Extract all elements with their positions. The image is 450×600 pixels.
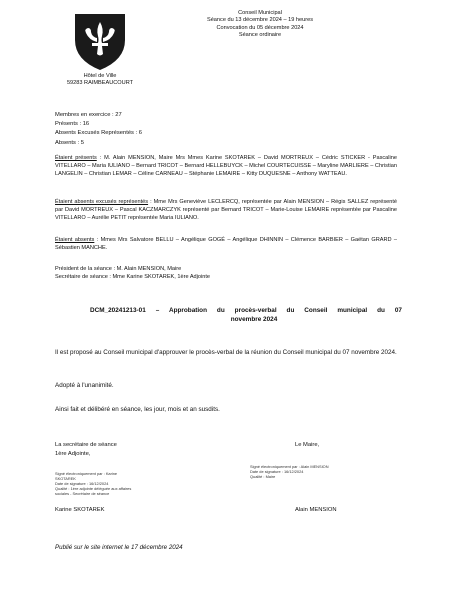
publication-notice: Publié sur le site internet le 17 décembre 2024 bbox=[55, 544, 183, 551]
excused-represented-count: Absents Excusés Représentés : 6 bbox=[55, 130, 142, 137]
mayor-title: Le Maire, bbox=[295, 442, 320, 448]
attendance-counts bbox=[55, 111, 142, 148]
absent-members-paragraph bbox=[55, 237, 397, 253]
deliberation-title-line-1: DCM_20241213-01 – Approbation du procès-verbal du Conseil municipal du 07 bbox=[90, 307, 402, 314]
excused-members-text: : Mme Mrs Geneviève LECLERCQ, représentée par Alain MENSION – Régis SALLEZ représenté par David MORTREUX – Pascal KACZMARCZYK représenté par Bernard TRICOT – Marie-Louise LEMAIRE représentée par Pascaline VITELLARO – Aurélie PETIT représentée Maria IULIANO. bbox=[55, 199, 397, 221]
absent-members-text: : Mmes Mrs Salvatore BELLU – Angélique GOGÉ – Angélique DHINNIN – Clémence BARBIER – Gaëtan GRARD – Sébastien MANCHE. bbox=[55, 237, 398, 251]
secretary-name: Karine SKOTAREK bbox=[55, 507, 105, 513]
header-line-4: Séance ordinaire bbox=[238, 32, 282, 39]
adoption-statement: Adopté à l'unanimité. bbox=[55, 382, 114, 389]
header-line-2: Séance du 13 décembre 2024 – 19 heures bbox=[206, 17, 314, 24]
present-members-paragraph bbox=[55, 155, 397, 179]
session-header bbox=[150, 10, 370, 40]
absent-members-label: Étaient absents bbox=[55, 237, 95, 243]
excused-members-paragraph bbox=[55, 199, 397, 223]
present-members-label: Étaient présents bbox=[55, 155, 97, 161]
session-president: Président de la séance : M. Alain MENSION, Maire bbox=[55, 266, 182, 272]
town-hall-label: Hôtel de Ville bbox=[83, 73, 117, 79]
secretary-stamp-line-3: Date de signature : 16/12/2024 bbox=[55, 481, 109, 486]
members-in-office: Membres en exercice : 27 bbox=[55, 112, 122, 118]
town-postal-line: 59283 RAIMBEAUCOURT bbox=[66, 80, 134, 87]
session-officers bbox=[55, 266, 397, 282]
deliberation-title-line-2: novembre 2024 bbox=[230, 316, 278, 323]
present-count: Présents : 16 bbox=[55, 121, 90, 128]
header-line-1: Conseil Municipal bbox=[238, 10, 282, 16]
town-hall-address bbox=[55, 73, 145, 88]
present-members-text: : M. Alain MENSION, Maire Mrs Mmes Karine SKOTAREK – David MORTREUX – Cédric STICKER - Pascaline VITELLARO – Maria IULIANO – Bernard TRICOT – Bernard HELLEBUYCK – Michel COURTECUISSE – Maryline MARLIERE – Christian LANGELIN – Christian LEMAR – Céline CARNEAU – Stéphanie LEMAIRE – Kitty DUQUESNE – Anthony WATTEAU. bbox=[55, 155, 397, 177]
mayor-stamp-line-3: Qualité : Maire bbox=[250, 474, 276, 479]
secretary-signature-block bbox=[55, 441, 205, 496]
closing-statement: Ainsi fait et délibéré en séance, les jour, mois et an susdits. bbox=[55, 406, 220, 413]
secretary-stamp-line-4: Qualité : 1ère adjointe déléguée aux affaires bbox=[55, 486, 132, 491]
fleur-de-lis-shield-icon bbox=[73, 12, 127, 72]
mayor-stamp-line-1: Signé électroniquement par : Alain MENSION bbox=[250, 464, 329, 469]
deliberation-title bbox=[90, 306, 402, 324]
session-secretary: Secrétaire de séance : Mme Karine SKOTAREK, 1ère Adjointe bbox=[55, 273, 211, 280]
mayor-name: Alain MENSION bbox=[295, 507, 337, 513]
secretary-subtitle: 1ère Adjointe, bbox=[55, 451, 91, 457]
header-line-3: Convocation du 05 décembre 2024 bbox=[216, 24, 304, 31]
mayor-stamp-line-2: Date de signature : 16/12/2024 bbox=[250, 469, 304, 474]
secretary-stamp-line-2: SKOTAREK bbox=[55, 476, 76, 481]
mayor-e-signature-stamp bbox=[250, 464, 400, 479]
secretary-stamp-line-1: Signé électroniquement par : Karine bbox=[55, 471, 118, 476]
secretary-e-signature-stamp bbox=[55, 471, 205, 496]
secretary-title: La secrétaire de séance bbox=[55, 442, 117, 448]
excused-members-label: Étaient absents excusés représentés bbox=[55, 199, 149, 205]
secretary-stamp-line-5: sociales - Secrétaire de séance bbox=[55, 491, 110, 496]
absent-count: Absents : 5 bbox=[55, 139, 85, 146]
proposal-paragraph: Il est proposé au Conseil municipal d'approuver le procès-verbal de la réunion du Conseil municipal du 07 novembre 2024. bbox=[55, 349, 397, 356]
